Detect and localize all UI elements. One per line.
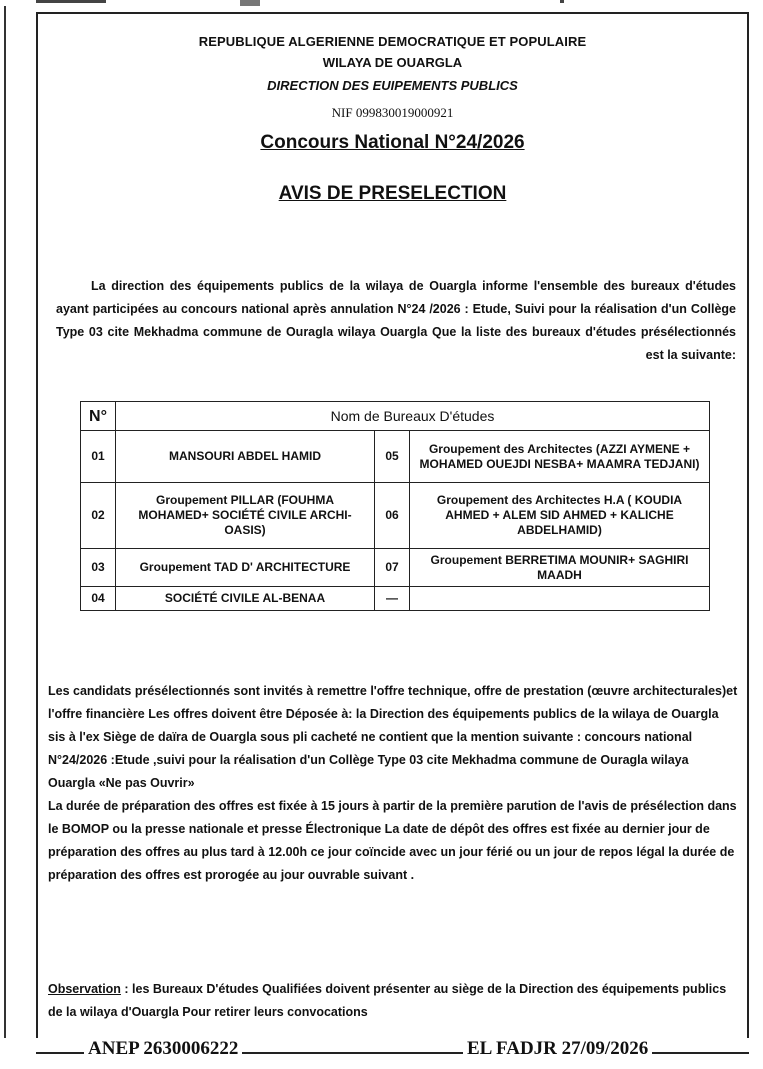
row-number: 01 — [81, 431, 116, 483]
row-number: 06 — [375, 483, 410, 549]
instructions-paragraph-1: Les candidats présélectionnés sont invités à remettre l'offre technique, offre de prestation (œuvre architecturales)et l'offre financière Les offres doivent être Déposée à: la Direction des équipements publics de la wilaya de Ouargla sis à l'ex Siège de daïra de Ouargla sous pli cacheté ne contient que la mention suivante : concours national N°24/2026 :Etude ,suivi pour la réalisation d'un Collège Type 03 cite Mekhadma commune de Ouragla wilaya Ouargla «Ne pas Ouvrir» — [48, 684, 738, 790]
header-nom: Nom de Bureaux D'études — [116, 402, 710, 431]
nif-number: NIF 099830019000921 — [331, 105, 454, 120]
row-number: 02 — [81, 483, 116, 549]
observation-paragraph — [48, 978, 738, 1024]
bureau-name: SOCIÉTÉ CIVILE AL-BENAA — [116, 587, 375, 611]
footer — [0, 1038, 763, 1068]
row-number: 05 — [375, 431, 410, 483]
top-scan-strip — [0, 0, 763, 8]
bureau-name — [410, 587, 710, 611]
bureau-name: Groupement des Architectes H.A ( KOUDIA AHMED + ALEM SID AHMED + KALICHE ABDELHAMID) — [410, 483, 710, 549]
observation-text: : les Bureaux D'études Qualifiées doivent présenter au siège de la Direction des équipements publics de la wilaya d'Ouargla Pour retirer leurs convocations — [48, 982, 727, 1019]
newspaper-reference: EL FADJR 27/09/2026 — [463, 1038, 652, 1060]
direction-heading: DIRECTION DES EUIPEMENTS PUBLICS — [267, 78, 518, 93]
observation-label: Observation — [48, 982, 121, 996]
row-number: 07 — [375, 549, 410, 587]
bureau-name: Groupement PILLAR (FOUHMA MOHAMED+ SOCIÉTÉ CIVILE ARCHI- OASIS) — [116, 483, 375, 549]
anep-reference: ANEP 2630006222 — [84, 1038, 242, 1060]
left-column-rule — [4, 6, 6, 1051]
row-number: — — [375, 587, 410, 611]
table-row — [81, 431, 710, 483]
notice-title: AVIS DE PRESELECTION — [278, 183, 507, 204]
table-row — [81, 483, 710, 549]
bureau-name: Groupement BERRETIMA MOUNIR+ SAGHIRI MAADH — [410, 549, 710, 587]
concours-title: Concours National N°24/2026 — [260, 132, 525, 153]
row-number: 03 — [81, 549, 116, 587]
instructions-paragraph-2: La durée de préparation des offres est fixée à 15 jours à partir de la première parution de l'avis de présélection dans le BOMOP ou la presse nationale et presse Électronique La date de dépôt des offres est fixée au dernier jour de préparation des offres au plus tard à 12.00h ce jour coïncide avec un jour férié ou un jour de repos légal la durée de préparation des offres est prorogée au jour ouvrable suivant . — [48, 799, 737, 882]
bureaux-table — [80, 401, 710, 611]
table-header-row — [81, 402, 710, 431]
republic-heading: REPUBLIQUE ALGERIENNE DEMOCRATIQUE ET POPULAIRE — [198, 34, 587, 49]
wilaya-heading: WILAYA DE OUARGLA — [322, 55, 463, 70]
intro-paragraph: La direction des équipements publics de la wilaya de Ouargla informe l'ensemble des bureaux d'études ayant participées au concours national après annulation N°24 /2026 : Etude, Suivi pour la réalisation d'un Collège Type 03 cite Mekhadma commune de Ouragla wilaya Ouargla Que la liste des bureaux d'études présélectionnés est la suivante: — [56, 279, 736, 362]
row-number: 04 — [81, 587, 116, 611]
table-row — [81, 549, 710, 587]
table-row — [81, 587, 710, 611]
bureau-name: MANSOURI ABDEL HAMID — [116, 431, 375, 483]
bureau-name: Groupement des Architectes (AZZI AYMENE + MOHAMED OUEJDI NESBA+ MAAMRA TEDJANI) — [410, 431, 710, 483]
header-no: N° — [81, 402, 116, 431]
instructions-text — [48, 680, 738, 887]
bureau-name: Groupement TAD D' ARCHITECTURE — [116, 549, 375, 587]
